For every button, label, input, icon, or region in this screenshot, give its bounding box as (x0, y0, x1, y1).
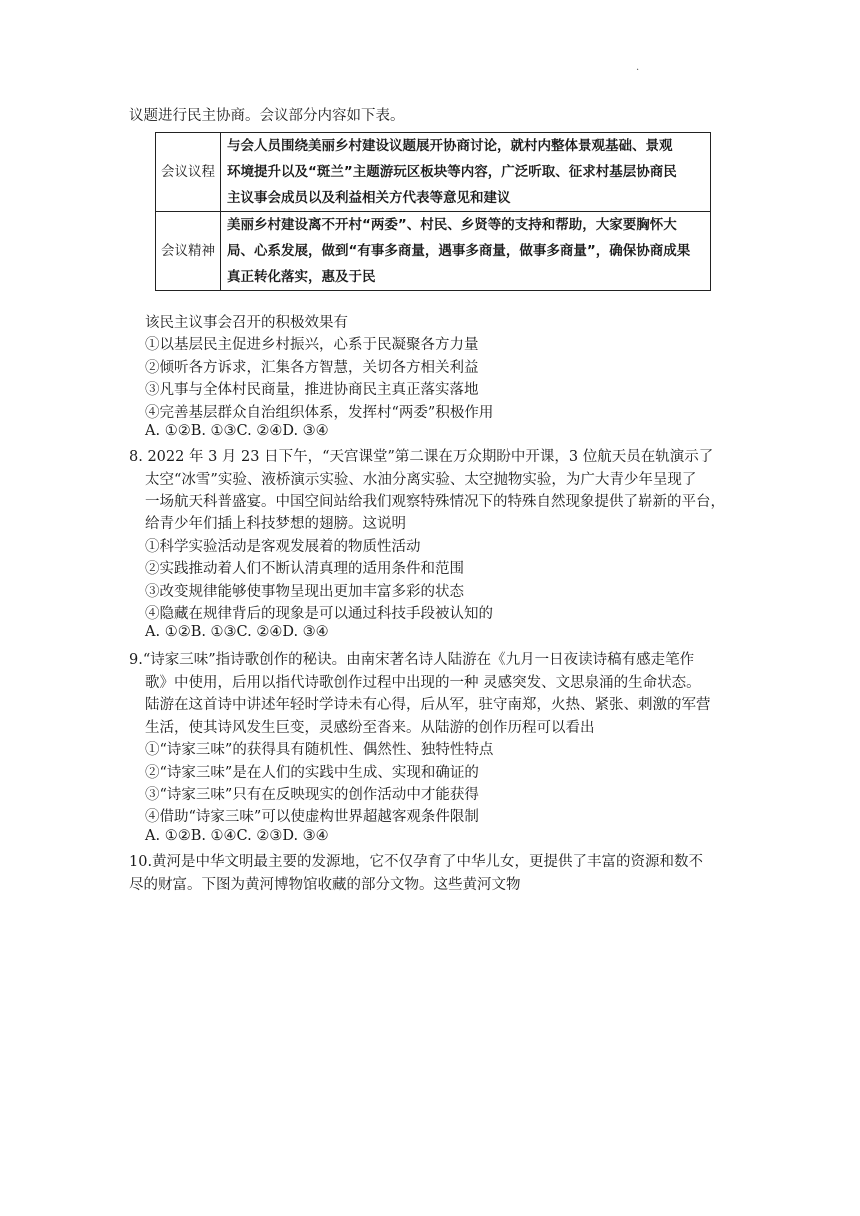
q8-stem-line: 8. 2022 年 3 月 23 日下午，“天宫课堂”第二课在万众期盼中开课，3 位航天员在轨演示了 (129, 449, 714, 465)
q8-choices: A. ①②B. ①③C. ②④D. ③④ (145, 624, 329, 640)
page-mark: . (636, 62, 640, 73)
q9-stem-line: 生活，使其诗风发生巨变，灵感纷至沓来。从陆游的创作历程可以看出 (145, 720, 595, 736)
table-row (156, 133, 711, 212)
q7-option: ①以基层民主促进乡村振兴，心系于民凝聚各方力量 (145, 337, 479, 353)
q8-option: ④隐藏在规律背后的现象是可以通过科技手段被认知的 (145, 606, 493, 622)
q7-choices: A. ①②B. ①③C. ②④D. ③④ (145, 423, 329, 439)
q9-option: ④借助“诗家三味”可以使虚构世界超越客观条件限制 (145, 809, 479, 825)
q7-option: ④完善基层群众自治组织体系，发挥村“两委”积极作用 (145, 405, 494, 421)
table-cell-line: 主议事会成员以及利益相关方代表等意见和建议 (227, 190, 511, 206)
q7-option: ③凡事与全体村民商量，推进协商民主真正落实落地 (145, 382, 479, 398)
q10-stem-line: 10.黄河是中华文明最主要的发源地，它不仅孕育了中华儿女，更提供了丰富的资源和数不 (129, 854, 704, 870)
table-label-agenda: 会议议程 (156, 133, 221, 212)
table-content-spirit (221, 212, 711, 291)
q10-stem-line: 尽的财富。下图为黄河博物馆收藏的部分文物。这些黄河文物 (129, 877, 521, 893)
q8-stem-line: 给青少年们插上科技梦想的翅膀。这说明 (145, 516, 406, 532)
table-cell-line: 与会人员围绕美丽乡村建设议题展开协商讨论，就村内整体景观基础、景观 (227, 138, 673, 154)
table-cell-line: 局、心系发展，做到“有事多商量，遇事多商量，做事多商量”，确保协商成果 (227, 243, 691, 259)
q8-stem-line: 太空“冰雪”实验、液桥演示实验、水油分离实验、太空抛物实验，为广大青少年呈现了 (145, 472, 697, 488)
table-cell-line: 美丽乡村建设离不开村“两委”、村民、乡贤等的支持和帮助，大家要胸怀大 (227, 217, 677, 233)
q8-option: ③改变规律能够使事物呈现出更加丰富多彩的状态 (145, 584, 464, 600)
q8-option: ②实践推动着人们不断认清真理的适用条件和范围 (145, 561, 464, 577)
intro-text: 议题进行民主协商。会议部分内容如下表。 (129, 108, 405, 124)
table-label-spirit: 会议精神 (156, 212, 221, 291)
meeting-table (155, 132, 711, 291)
table-content-agenda (221, 133, 711, 212)
q9-choices: A. ①②B. ①④C. ②③D. ③④ (145, 828, 329, 844)
table-row (156, 212, 711, 291)
q9-option: ②“诗家三味”是在人们的实践中生成、实现和确证的 (145, 765, 479, 781)
q9-option: ③“诗家三味”只有在反映现实的创作活动中才能获得 (145, 787, 479, 803)
table-cell-line: 环境提升以及“斑兰”主题游玩区板块等内容，广泛听取、征求村基层协商民 (227, 164, 677, 180)
q9-option: ①“诗家三味”的获得具有随机性、偶然性、独特性特点 (145, 742, 494, 758)
q9-stem-line: 9.“诗家三味”指诗歌创作的秘诀。由南宋著名诗人陆游在《九月一日夜读诗稿有感走笔作 (129, 652, 695, 668)
q9-stem-line: 陆游在这首诗中讲述年轻时学诗未有心得，后从军，驻守南郑，火热、紧张、刺激的军营 (145, 697, 711, 713)
q8-option: ①科学实验活动是客观发展着的物质性活动 (145, 539, 421, 555)
q8-stem-line: 一场航天科普盛宴。中国空间站给我们观察特殊情况下的特殊自然现象提供了崭新的平台， (145, 494, 725, 510)
q7-option: ②倾听各方诉求，汇集各方智慧，关切各方相关利益 (145, 360, 479, 376)
q9-stem-line: 歌》中使用，后用以指代诗歌创作过程中出现的一种 灵感突发、文思泉涌的生命状态。 (145, 675, 701, 691)
q7-stem: 该民主议事会召开的积极效果有 (145, 315, 348, 331)
table-cell-line: 真正转化落实，惠及于民 (227, 269, 376, 285)
